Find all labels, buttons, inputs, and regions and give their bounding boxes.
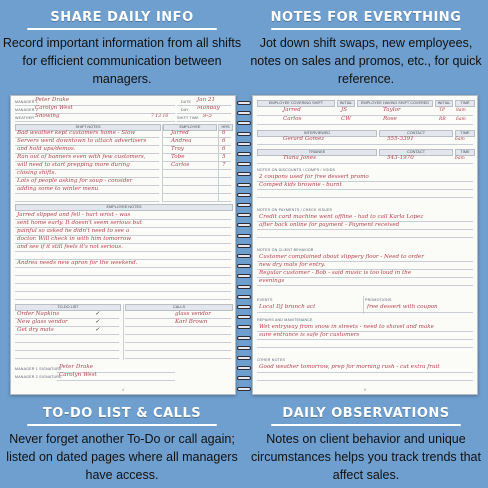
employee-name: Troy xyxy=(171,146,184,152)
initial-header: INITIAL xyxy=(337,100,355,107)
employee-hrs: 6 xyxy=(222,146,226,152)
having-employee: Rose xyxy=(383,116,397,122)
repairs-label: REPAIRS AND MAINTENANCE xyxy=(257,318,313,322)
manager2-value: Carolyn West xyxy=(35,105,73,111)
time-header-3: TIME xyxy=(455,149,475,156)
title-underline xyxy=(27,28,217,30)
behavior-label: NOTES ON CLIENT BEHAVIOR xyxy=(257,248,314,252)
having-employee: Taylor xyxy=(383,107,401,113)
other-label: OTHER NOTES xyxy=(257,358,286,362)
title-underline xyxy=(271,28,461,30)
events-label: EVENTS xyxy=(257,298,273,302)
shift-note-line: Bad weather kept customers home - Slow xyxy=(17,130,136,136)
feature-daily-observations xyxy=(244,404,488,484)
date-value: Jan 21 xyxy=(197,97,216,103)
title-underline xyxy=(271,424,461,426)
feature-description: Notes on client behavior and unique circumstances helps you track trends that affect sales. xyxy=(251,432,481,482)
shift-note-line: Ran out of banners even with few customers, xyxy=(17,154,146,160)
sig1-label: MANAGER 1 SIGNATURE xyxy=(15,367,62,371)
trainee-name: Tiana Jones xyxy=(283,155,316,161)
manager2-label: MANAGER 2 xyxy=(15,108,38,112)
todo-item: Get dry mats xyxy=(17,327,54,333)
manager1-label: MANAGER 1 xyxy=(15,100,38,104)
discounts-label: NOTES ON DISCOUNTS / COMPS / VOIDS xyxy=(257,168,336,172)
initial-header-2: INITIAL xyxy=(435,100,453,107)
payments-label: NOTES ON PAYMENTS / CHECK ISSUES xyxy=(257,208,333,212)
spiral-ring xyxy=(237,152,251,156)
covering-initial: JS xyxy=(341,107,348,113)
spiral-ring xyxy=(237,213,251,217)
swap-time: 8am xyxy=(456,108,466,113)
having-initial: TP xyxy=(439,108,446,113)
shift-note-line: Lots of people asking for soup - consider xyxy=(17,178,133,184)
spiral-ring xyxy=(237,132,251,136)
spiral-ring xyxy=(237,172,251,176)
events-value: Local DJ brunch act xyxy=(259,304,316,310)
contact-header-2: CONTACT xyxy=(379,149,453,156)
note-line: Wet entryway from snow in streets - need to shovel and make xyxy=(259,324,434,330)
page-number: 5 xyxy=(364,388,366,392)
planner-right-page xyxy=(252,95,478,395)
employee-hrs: 7 xyxy=(222,162,226,168)
employee-name: Andrea xyxy=(171,138,192,144)
spiral-ring xyxy=(237,203,251,207)
planner-left-page xyxy=(10,95,236,395)
employee-hrs: 6 xyxy=(222,138,226,144)
weather-label: WEATHER xyxy=(15,116,35,120)
spiral-ring xyxy=(237,234,251,238)
spiral-ring xyxy=(237,264,251,268)
spiral-ring xyxy=(237,111,251,115)
feature-title: DAILY OBSERVATIONS xyxy=(282,406,450,421)
shift-note-line: and hold ups/demos. xyxy=(17,146,76,152)
trainee-time: 6am xyxy=(455,156,465,161)
covering-initial: CW xyxy=(341,116,352,122)
employee-notes-header: EMPLOYEE NOTES xyxy=(15,204,233,211)
sig2-value: Carolyn West xyxy=(59,372,97,378)
interviewed-name: Gerard Gomez xyxy=(283,136,325,142)
promotions-label: PROMOTIONS xyxy=(365,298,392,302)
note-line: Andrea needs new apron for the weekend. xyxy=(17,260,138,266)
weather-value: Snowing xyxy=(35,113,60,119)
interviewed-contact: 555-3391 xyxy=(387,136,414,142)
note-line: Customer complained about slippery floor - Need to order xyxy=(259,254,424,260)
employee-hrs: 6 xyxy=(222,130,226,136)
employee-header: EMPLOYEE xyxy=(163,124,217,131)
covering-employee: Jarred xyxy=(283,107,301,113)
covering-header: EMPLOYEE COVERING SHIFT xyxy=(257,100,335,107)
sig2-label: MANAGER 2 SIGNATURE xyxy=(15,375,62,379)
spiral-ring xyxy=(237,376,251,380)
employee-hrs: 5 xyxy=(222,154,226,160)
spiral-ring xyxy=(237,274,251,278)
swap-time: 6am xyxy=(456,117,466,122)
employee-name: Jarred xyxy=(171,130,189,136)
todo-item: Order Napkins xyxy=(17,311,60,317)
trainee-header: TRAINEE xyxy=(257,149,377,156)
time-header: TIME xyxy=(455,100,475,107)
day-label: DAY xyxy=(181,108,189,112)
spiral-ring xyxy=(237,346,251,350)
interviewed-time: 6am xyxy=(455,137,465,142)
contact-header: CONTACT xyxy=(379,130,453,137)
having-header: EMPLOYEE HAVING SHIFT COVERED xyxy=(357,100,433,107)
spiral-ring xyxy=(237,183,251,187)
feature-description: Record important information from all shifts for efficient communication between managers. xyxy=(2,36,242,86)
todo-item: New glass vendor xyxy=(17,319,68,325)
calls-header: CALLS xyxy=(125,304,233,311)
date-label: DATE xyxy=(181,100,192,104)
hrs-header: HRS xyxy=(218,124,233,131)
spiral-ring xyxy=(237,325,251,329)
note-line: sent home early. It doesn't seem serious but xyxy=(17,220,143,226)
interviewed-header: INTERVIEWED xyxy=(257,130,377,137)
spiral-ring xyxy=(237,193,251,197)
todo-header: TO-DO LIST xyxy=(15,304,121,311)
spiral-ring xyxy=(237,366,251,370)
spiral-ring xyxy=(237,244,251,248)
feature-todo-calls xyxy=(0,404,244,484)
shift-note-line: closing shifts. xyxy=(17,170,57,176)
feature-description: Never forget another To-Do or call again; listed on dated pages where all managers have access. xyxy=(6,432,238,482)
manager1-value: Peter Drake xyxy=(35,97,70,103)
note-line: Comped kids brownie - burnt xyxy=(259,182,342,188)
todo-checkmark[interactable]: ✓ xyxy=(95,319,100,325)
note-line: evenings xyxy=(259,278,285,284)
feature-description: Jot down shift swaps, new employees, notes on sales and promos, etc., for quick reference. xyxy=(250,36,482,86)
shift-time-value: 9-5 xyxy=(203,113,213,119)
weather-temps: 7 13 16 xyxy=(151,114,169,119)
note-line: Jarred slipped and fell - hurt wrist - was xyxy=(17,212,131,218)
spiral-ring xyxy=(237,101,251,105)
note-line: painful so asked he didn't need to see a xyxy=(17,228,130,234)
note-line: new dry mats for entry. xyxy=(259,262,326,268)
spiral-ring xyxy=(237,305,251,309)
spiral-ring xyxy=(237,285,251,289)
call-item: Karl Brown xyxy=(175,319,208,325)
shift-note-line: will need to start prepping more during xyxy=(17,162,130,168)
feature-notes-for-everything xyxy=(244,8,488,88)
spiral-ring xyxy=(237,162,251,166)
day-value: Monday xyxy=(197,105,220,111)
note-line: Credit card machine went offline - had to call Karla Lopez xyxy=(259,214,424,220)
note-line: doctor. Will check in with him tomorrow xyxy=(17,236,132,242)
promotions-value: free dessert with coupon xyxy=(367,304,438,310)
having-initial: RR xyxy=(439,117,446,122)
shift-time-label: SHIFT TIME xyxy=(177,116,199,120)
shift-note-line: adding some to winter menu xyxy=(17,186,99,192)
spiral-ring xyxy=(237,223,251,227)
shift-note-line: Servers went downtown to attach advertisers xyxy=(17,138,147,144)
title-underline xyxy=(27,424,217,426)
trainee-contact: 543-1970 xyxy=(387,155,414,161)
spiral-ring xyxy=(237,142,251,146)
spiral-binding xyxy=(236,95,252,395)
feature-title: TO-DO LIST & CALLS xyxy=(42,406,202,421)
spiral-ring xyxy=(237,254,251,258)
call-item: glass vendor xyxy=(175,311,211,317)
spiral-ring xyxy=(237,121,251,125)
spiral-ring xyxy=(237,315,251,319)
todo-checkmark[interactable]: ✓ xyxy=(95,311,100,317)
note-line: after back online for payment - Payment received xyxy=(259,222,400,228)
note-line: Regular customer - Bob - said music is too loud in the xyxy=(259,270,412,276)
covering-employee: Carlos xyxy=(283,116,302,122)
sig1-value: Peter Drake xyxy=(59,364,94,370)
spiral-ring xyxy=(237,387,251,391)
feature-share-daily-info xyxy=(0,8,244,88)
feature-title: NOTES FOR EVERYTHING xyxy=(270,10,462,25)
spiral-ring xyxy=(237,356,251,360)
time-header: TIME xyxy=(455,130,475,137)
note-line: 2 coupons used for free dessert promo xyxy=(259,174,369,180)
todo-checkmark[interactable]: ✓ xyxy=(95,327,100,333)
note-line: and see if it still feels it's not serious. xyxy=(17,244,123,250)
other-notes-value: Good weather tomorrow, prep for morning rush - cut extra fruit xyxy=(259,364,440,370)
note-line: sure entrance is safe for customers xyxy=(259,332,360,338)
employee-name: Carlos xyxy=(171,162,190,168)
feature-title: SHARE DAILY INFO xyxy=(50,10,194,25)
page-number: 4 xyxy=(122,388,124,392)
spiral-ring xyxy=(237,336,251,340)
spiral-ring xyxy=(237,295,251,299)
employee-name: Tobe xyxy=(171,154,185,160)
shift-notes-header: SHIFT NOTES xyxy=(15,124,161,131)
